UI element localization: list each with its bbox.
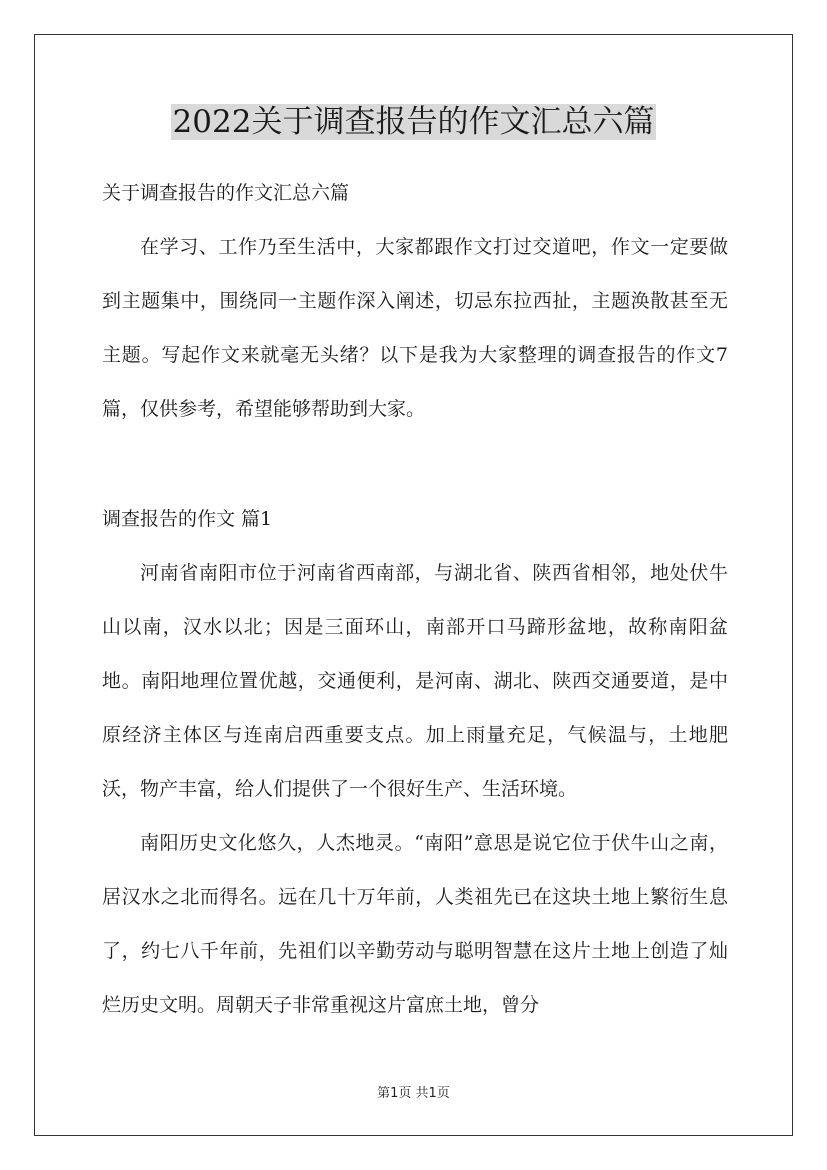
- document-title: [0, 100, 827, 144]
- intro-paragraph: 在学习、工作乃至生活中，大家都跟作文打过交道吧，作文一定要做到主题集中，围绕同一主题作深入阐述，切忌东拉西扯，主题涣散甚至无主题。写起作文来就毫无头绪？以下是我为大家整理的调查报告的作文7篇，仅供参考，希望能够帮助到大家。: [102, 236, 728, 420]
- document-subtitle: 关于调查报告的作文汇总六篇: [102, 182, 350, 204]
- section-heading: 调查报告的作文 篇1: [102, 508, 273, 530]
- body-paragraph-2: 南阳历史文化悠久，人杰地灵。“南阳”意思是说它位于伏牛山之南，居汉水之北而得名。远在几十万年前，人类祖先已在这块土地上繁衍生息了，约七八千年前，先祖们以辛勤劳动与聪明智慧在这片土地上创造了灿烂历史文明。周朝天子非常重视这片富庶土地，曾分: [102, 832, 728, 1016]
- document-title-text: 2022关于调查报告的作文汇总六篇: [172, 104, 655, 140]
- page-footer: 第1页 共1页: [377, 1086, 450, 1101]
- body-paragraph-1: 河南省南阳市位于河南省西南部，与湖北省、陕西省相邻，地处伏牛山以南，汉水以北；因是三面环山，南部开口马蹄形盆地，故称南阳盆地。南阳地理位置优越，交通便利，是河南、湖北、陕西交通要道，是中原经济主体区与连南启西重要支点。加上雨量充足，气候温与，土地肥沃，物产丰富，给人们提供了一个很好生产、生活环境。: [102, 562, 728, 800]
- intro-section: [102, 220, 728, 436]
- section-body: [102, 546, 728, 1032]
